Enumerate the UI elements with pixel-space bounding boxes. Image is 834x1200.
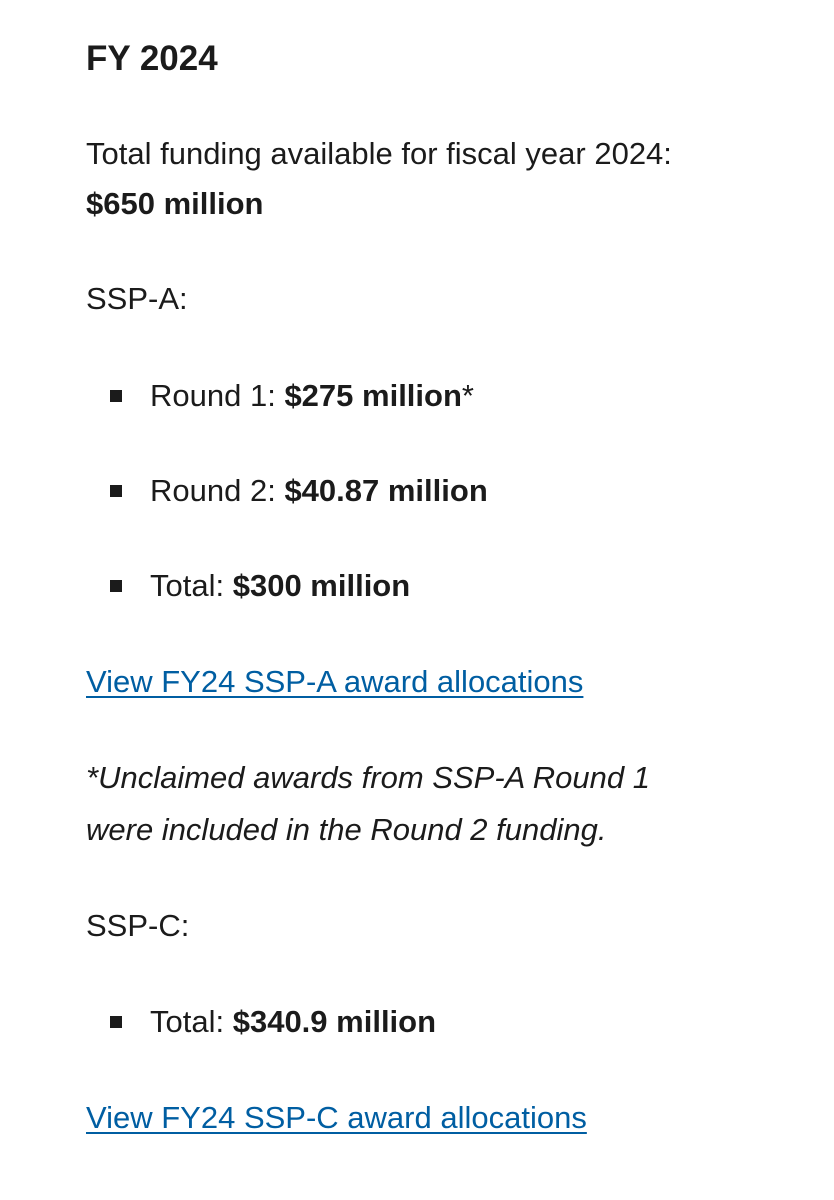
list-item-label: Round 1:	[150, 378, 285, 413]
list-item-value: $340.9 million	[232, 1004, 437, 1039]
total-funding-label: Total funding available for fiscal year 2024:	[86, 136, 672, 171]
ssp-a-label: SSP-A:	[86, 281, 188, 316]
list-item-label: Total:	[150, 568, 233, 603]
list-item-value: $40.87 million	[284, 473, 488, 508]
list-item-text	[150, 465, 488, 517]
list-item-label: Round 2:	[150, 473, 285, 508]
bullet-icon	[110, 485, 122, 497]
list-item-text	[150, 560, 410, 612]
list-item-text	[150, 996, 436, 1048]
footnote-line-1: *Unclaimed awards from SSP-A Round 1	[86, 760, 650, 795]
footnote-line-2: were included in the Round 2 funding.	[86, 812, 607, 847]
list-item-value: $300 million	[232, 568, 411, 603]
total-funding-value: $650 million	[86, 186, 264, 221]
list-item-text	[150, 370, 474, 422]
section-heading: FY 2024	[86, 39, 218, 78]
footnote-marker: *	[461, 378, 474, 413]
list-item-label: Total:	[150, 1004, 233, 1039]
ssp-a-allocations-link[interactable]: View FY24 SSP-A award allocations	[86, 664, 584, 699]
ssp-c-label: SSP-C:	[86, 908, 190, 943]
bullet-icon	[110, 1016, 122, 1028]
list-item-value: $275 million	[284, 378, 462, 413]
bullet-icon	[110, 390, 122, 402]
ssp-c-allocations-link[interactable]: View FY24 SSP-C award allocations	[86, 1100, 587, 1135]
bullet-icon	[110, 580, 122, 592]
